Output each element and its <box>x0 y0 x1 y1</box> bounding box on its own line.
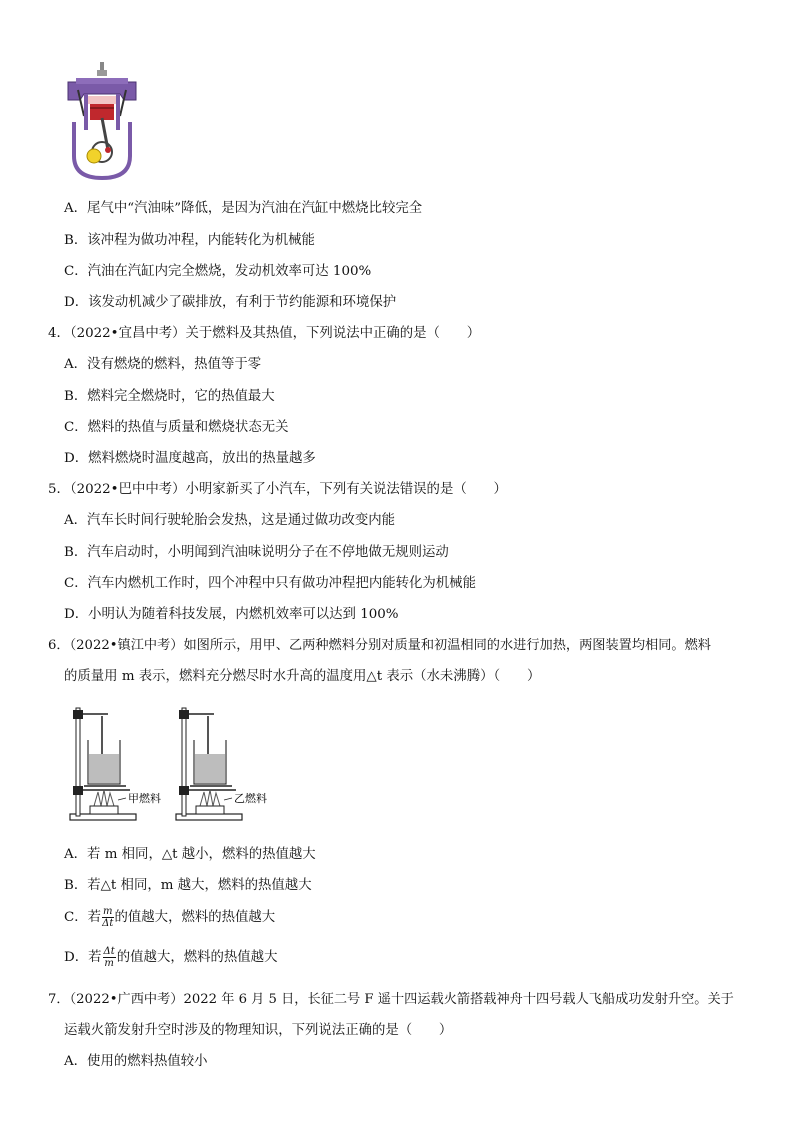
q4-option-c: C．燃料的热值与质量和燃烧状态无关 <box>64 420 289 435</box>
fraction-denominator: Δt <box>102 918 114 929</box>
q5-option-a: A．汽车长时间行驶轮胎会发热，这是通过做功改变内能 <box>64 513 396 528</box>
q5-option-d: D．小明认为随着科技发展，内燃机效率可以达到 100% <box>64 607 399 622</box>
q6-option-d-fraction <box>103 946 116 969</box>
q6-option-b: B．若△t 相同，m 越大，燃料的热值越大 <box>64 878 312 893</box>
q7-stem-line1: 7．（2022•广西中考）2022 年 6 月 5 日，长征二号 F 遥十四运载火箭搭载神舟十四号载人飞船成功发射升空。关于 <box>48 992 734 1007</box>
fraction-numerator: m <box>103 906 113 917</box>
q6-option-d-prefix: D．若 <box>64 950 102 965</box>
q6-option-c-fraction <box>102 906 113 929</box>
q6-stem-line2: 的质量用 m 表示，燃料充分燃尽时水升高的温度用△t 表示（水未沸腾）（ ） <box>64 669 541 684</box>
q4-option-b: B．燃料完全燃烧时，它的热值最大 <box>64 389 275 404</box>
q7-stem-line2: 运载火箭发射升空时涉及的物理知识，下列说法正确的是（ ） <box>64 1023 453 1038</box>
engine-diagram <box>64 60 140 182</box>
q4-stem: 4．（2022•宜昌中考）关于燃料及其热值，下列说法中正确的是（ ） <box>48 326 481 341</box>
fraction-denominator: m <box>104 958 114 969</box>
q5-stem: 5．（2022•巴中中考）小明家新买了小汽车，下列有关说法错误的是（ ） <box>48 482 507 497</box>
fuel-label-a: 甲燃料 <box>128 792 161 805</box>
q3-option-d: D．该发动机减少了碳排放，有利于节约能源和环境保护 <box>64 295 397 310</box>
q5-option-c: C．汽车内燃机工作时，四个冲程中只有做功冲程把内能转化为机械能 <box>64 576 476 591</box>
fraction-numerator: Δt <box>103 946 115 957</box>
q4-option-d: D．燃料燃烧时温度越高，放出的热量越多 <box>64 451 316 466</box>
q6-option-c-suffix: 的值越大，燃料的热值越大 <box>114 910 276 925</box>
q6-option-c <box>64 906 275 929</box>
q6-option-d-suffix: 的值越大，燃料的热值越大 <box>116 950 278 965</box>
q6-option-d <box>64 946 277 969</box>
fuel-label-b: 乙燃料 <box>234 792 267 805</box>
heating-apparatus-diagram <box>68 702 276 828</box>
q6-option-c-prefix: C．若 <box>64 910 102 925</box>
q4-option-a: A．没有燃烧的燃料，热值等于零 <box>64 357 262 372</box>
q7-option-a: A．使用的燃料热值较小 <box>64 1054 208 1069</box>
q3-option-b: B．该冲程为做功冲程，内能转化为机械能 <box>64 233 315 248</box>
q6-stem-line1: 6．（2022•镇江中考）如图所示，用甲、乙两种燃料分别对质量和初温相同的水进行加热，两图装置均相同。燃料 <box>48 638 711 653</box>
q3-option-a: A．尾气中“汽油味”降低，是因为汽油在汽缸中燃烧比较完全 <box>64 201 423 216</box>
q3-option-c: C．汽油在汽缸内完全燃烧，发动机效率可达 100% <box>64 264 372 279</box>
q6-option-a: A．若 m 相同，△t 越小，燃料的热值越大 <box>64 847 316 862</box>
q5-option-b: B．汽车启动时，小明闻到汽油味说明分子在不停地做无规则运动 <box>64 545 449 560</box>
